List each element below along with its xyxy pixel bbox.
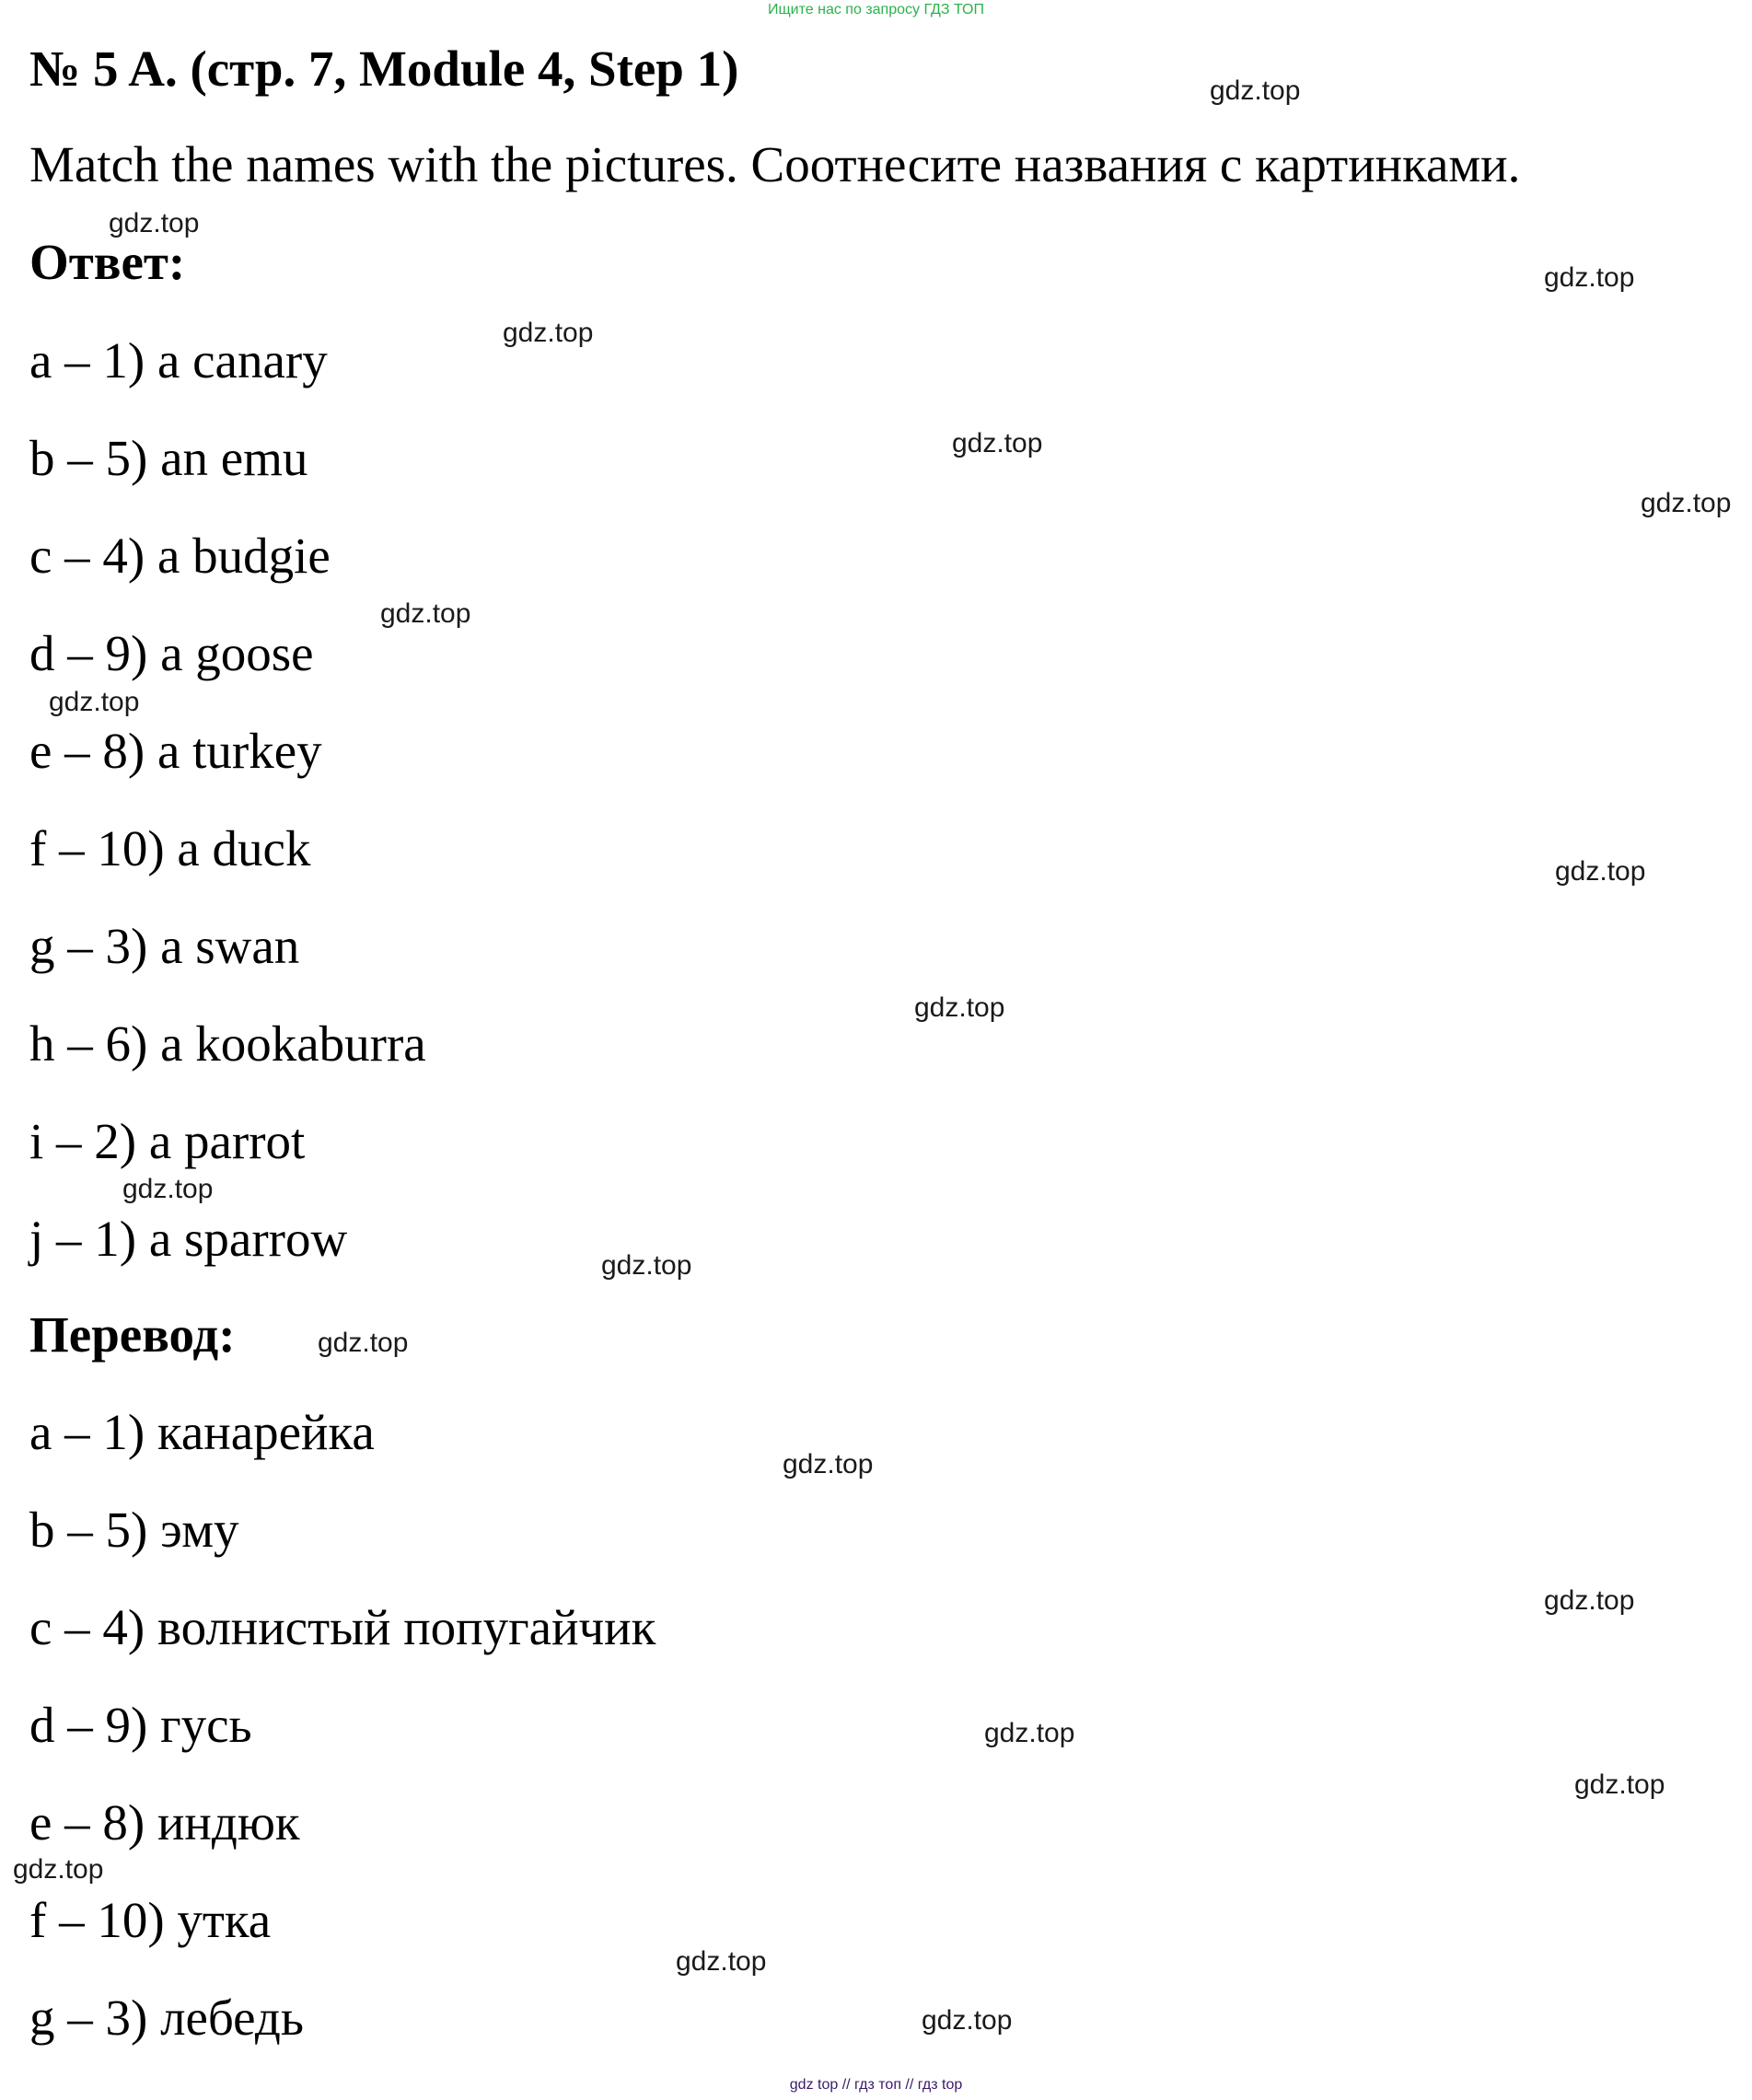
watermark: gdz.top bbox=[1641, 488, 1732, 518]
translation-line: c – 4) волнистый попугайчик bbox=[29, 1599, 656, 1655]
translation-line: a – 1) канарейка bbox=[29, 1404, 375, 1460]
watermark: gdz.top bbox=[1544, 1585, 1635, 1616]
watermark: gdz.top bbox=[676, 1946, 767, 1977]
answer-line: d – 9) a goose bbox=[29, 625, 314, 681]
answer-line: b – 5) an emu bbox=[29, 430, 308, 486]
translation-heading: Перевод: bbox=[29, 1306, 236, 1363]
watermark: gdz.top bbox=[318, 1328, 409, 1358]
translation-line: g – 3) лебедь bbox=[29, 1990, 304, 2046]
watermark: gdz.top bbox=[984, 1718, 1075, 1748]
answer-line: e – 8) a turkey bbox=[29, 723, 322, 779]
watermark: gdz.top bbox=[503, 318, 594, 348]
answer-line: g – 3) a swan bbox=[29, 918, 300, 974]
translation-line: f – 10) утка bbox=[29, 1892, 272, 1948]
answer-line: f – 10) a duck bbox=[29, 820, 311, 876]
translation-line: b – 5) эму bbox=[29, 1502, 239, 1558]
watermark: gdz.top bbox=[601, 1250, 692, 1281]
watermark: gdz.top bbox=[109, 208, 200, 238]
answer-line: a – 1) a canary bbox=[29, 332, 328, 389]
translation-line: e – 8) индюк bbox=[29, 1794, 300, 1851]
answer-heading: Ответ: bbox=[29, 234, 186, 290]
translation-line: d – 9) гусь bbox=[29, 1697, 252, 1753]
watermark: gdz.top bbox=[380, 598, 471, 629]
watermark: gdz.top bbox=[783, 1449, 874, 1479]
footer-watermark: gdz top // гдз топ // гдз top bbox=[789, 2077, 963, 2093]
watermark: gdz.top bbox=[922, 2005, 1013, 2036]
watermark: gdz.top bbox=[952, 428, 1043, 458]
answer-line: i – 2) a parrot bbox=[29, 1113, 306, 1169]
watermark: gdz.top bbox=[1210, 75, 1301, 106]
answer-line: c – 4) a budgie bbox=[29, 528, 331, 584]
answer-line: j – 1) a sparrow bbox=[29, 1211, 348, 1267]
watermark: gdz.top bbox=[1574, 1769, 1665, 1800]
answer-line: h – 6) a kookaburra bbox=[29, 1015, 426, 1072]
top-banner: Ищите нас по запросу ГДЗ ТОП bbox=[768, 2, 984, 17]
watermark: gdz.top bbox=[13, 1854, 104, 1885]
watermark: gdz.top bbox=[122, 1174, 214, 1204]
watermark: gdz.top bbox=[1555, 856, 1646, 887]
watermark: gdz.top bbox=[49, 687, 140, 717]
task-instruction: Match the names with the pictures. Соотнесите названия с картинками. bbox=[29, 136, 1521, 192]
page-title: № 5 A. (стр. 7, Module 4, Step 1) bbox=[29, 41, 739, 97]
watermark: gdz.top bbox=[914, 992, 1005, 1023]
watermark: gdz.top bbox=[1544, 262, 1635, 293]
